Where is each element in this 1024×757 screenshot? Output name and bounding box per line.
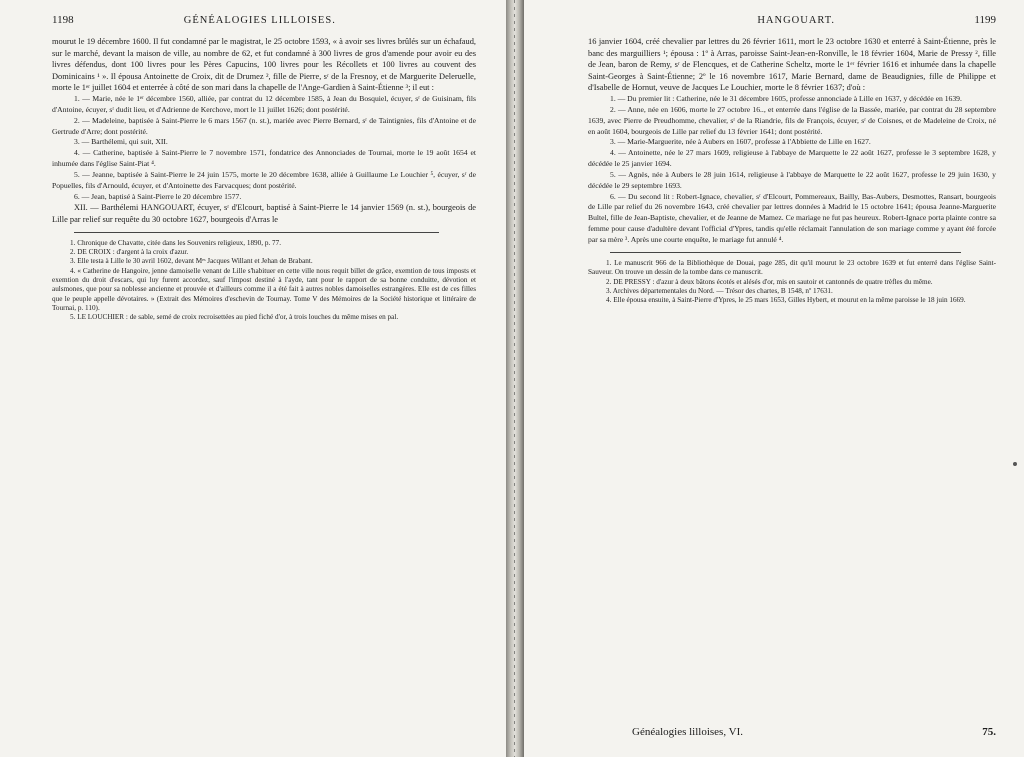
right-entry-4: 4. — Antoinette, née le 27 mars 1609, religieuse à l'abbaye de Marquette le 22 août 1627, professe le 3 septembre 1628, y décédée le 25 janvier 1694. [588, 148, 996, 169]
footer-signature: Généalogies lilloises, VI. [632, 726, 743, 738]
left-running-title: GÉNÉALOGIES LILLOISES. [183, 15, 336, 26]
right-body-text [588, 36, 996, 246]
left-footnote-1: 1. Chronique de Chavatte, citée dans les Souvenirs religieux, 1890, p. 77. [70, 238, 281, 247]
left-entry-5: 5. — Jeanne, baptisée à Saint-Pierre le 24 juin 1575, morte le 20 décembre 1638, alliée à Guillaume Le Louchier ⁵, écuyer, sʳ de Popuelles, fils d'Arnould, écuyer, et d'Antoinette des Farvacques; dont postérité. [52, 169, 476, 190]
right-footnote-2: 2. DE PRESSY : d'azur à deux bâtons écotés et alésés d'or, mis en sautoir et cantonnés de quatre trèfles du même. [606, 277, 933, 286]
right-footnote-3: 3. Archives départementales du Nord. — Trésor des chartes, B 1548, nº 17631. [606, 286, 833, 295]
book-gutter [506, 0, 524, 757]
left-entry-2: 2. — Madeleine, baptisée à Saint-Pierre le 6 mars 1567 (n. st.), mariée avec Pierre Bernard, sʳ de Taintignies, fils d'Antoine et de Gertrude d'Arre; dont postérité. [52, 115, 476, 136]
left-opening-paragraph: mourut le 19 décembre 1600. Il fut condamné par le magistrat, le 25 octobre 1593, « à avoir ses livres brûlés sur un échafaud, sur le marché, devant la maison de ville, au nombre de 62, et fut condamné à 300 livres de gros d'amende pour avoir eu des livres défendus, dont 100 livres pour les Pères Capucins, 100 livres pour les Récollets et 100 livres au couvent des Dominicains ¹ ». Il épousa Antoinette de Croix, dit de Drumez ², fille de Pierre, sʳ de la Fresnoy, et de Marguerite Deleruelle, morte le 1ᵉʳ juillet 1604 et enterrée à côté de son mari dans la chapelle de l'Ange-Gardien à Saint-Étienne ³; il eut : [52, 37, 476, 93]
right-entry-3: 3. — Marie-Marguerite, née à Aubers en 1607, professe à l'Abbiette de Lille en 1627. [610, 137, 871, 147]
right-footnotes [588, 259, 996, 306]
left-running-head [52, 14, 476, 28]
right-running-head [588, 14, 996, 28]
left-footnote-4: 4. « Catherine de Hangoire, jenne damoiselle venant de Lille s'habituer en cette ville nous requit billet de grâce, exemtion de tous imposts et exemtion du droit d'escars, qui luy furent accordez, sauf l'impost destiné à l'ayde, tant pour le rapport de sa bonne conduitte, dévotion et aulsmones, que pour sa noblesse ancienne et prouvée et d'ailleurs comme il a été fait à autres nobles damoiselles estrangères. Elle est de ces filles que le peuple appelle dévotaires. » (Extrait des Mémoires d'eschevin de Tournay. Tome V des Mémoires de la Société historique et littéraire de Tournai, p. 110). [52, 266, 476, 313]
right-footnote-1: 1. Le manuscrit 966 de la Bibliothèque de Douai, page 285, dit qu'il mourut le 23 octobre 1639 et fut enterré dans l'église Saint-Sauveur. On trouve un dessin de la tombe dans ce manuscrit. [588, 258, 996, 277]
left-entry-4: 4. — Catherine, baptisée à Saint-Pierre le 7 novembre 1571, fondatrice des Annonciades de Tournai, morte le 19 août 1654 et inhumée dans l'église Saint-Piat ⁴. [52, 148, 476, 169]
left-footnote-5: 5. LE LOUCHIER : de sable, semé de croix recroisettées au pied fiché d'or, à trois louches du même mises en pal. [70, 313, 399, 322]
left-entry-6: 6. — Jean, baptisé à Saint-Pierre le 20 décembre 1577. [74, 191, 242, 201]
right-page-number: 1199 [974, 14, 996, 26]
left-body-text [52, 36, 476, 226]
right-opening-paragraph: 16 janvier 1604, créé chevalier par lettres du 26 février 1611, mort le 23 octobre 1630 et enterré à Saint-Étienne, près le banc des marguilliers ¹; épousa : 1º à Arras, paroisse Saint-Jean-en-Ronville, le 18 février 1604, Marie de Pressy ², fille de Jean, baron de Remy, sʳ de Flencques, et de Catherine Scheltz, morte le 1ᵉʳ février 1616 et inhumée dans la chapelle Saint-Georges à Saint-Étienne; 2º le 16 novembre 1617, Marie Bernard, dame de Beaudignies, fille de Philippe et d'Isabelle de Hornut, veuve de Jacques Le Louchier, morte le 8 février 1637; d'où : [588, 37, 996, 93]
right-page [524, 0, 1024, 757]
right-footnote-4: 4. Elle épousa ensuite, à Saint-Pierre d'Ypres, le 25 mars 1653, Gilles Hybert, et mourut en la même paroisse le 18 juin 1669. [606, 296, 966, 305]
margin-mark [1013, 462, 1017, 466]
right-running-title: HANGOUART. [757, 15, 836, 26]
left-entry-3: 3. — Barthélemi, qui suit, XII. [74, 137, 168, 147]
left-footnote-2: 2. DE CROIX : d'argent à la croix d'azur. [70, 247, 189, 256]
right-entry-5: 5. — Agnès, née à Aubers le 28 juin 1614, religieuse à l'abbaye de Marquette le 22 août 1627, professe le 29 juin 1630, y décédée le 29 septembre 1693. [588, 169, 996, 190]
left-page [0, 0, 506, 757]
left-footnotes [52, 239, 476, 323]
left-footnote-3: 3. Elle testa à Lille le 30 avril 1602, devant Mᵉˢ Jacques Willant et Jehan de Brabant. [70, 257, 313, 266]
footer-sheet-number: 75. [982, 726, 996, 738]
left-page-number: 1198 [52, 14, 74, 26]
right-entry-2: 2. — Anne, née en 1606, morte le 27 octobre 16.., et enterrée dans l'église de la Bassée, mariée, par contrat du 28 septembre 1639, avec Pierre de Preudhomme, chevalier, sʳ de la Riandrie, fils de François, écuyer, sʳ de Coisnes, et de Madeleine de Croix, né en août 1604, bourgeois de Lille par relief du 13 février 1641; dont postérité. [588, 104, 996, 136]
right-page-footer [588, 726, 996, 738]
left-section-xii: XII. — Barthélemi HANGOUART, écuyer, sʳ d'Elcourt, baptisé à Saint-Pierre le 14 janvier 1569 (n. st.), bourgeois de Lille par relief sur requête du 30 octobre 1627, bourgeois d'Arras le [52, 203, 476, 224]
right-footnote-rule [610, 252, 961, 253]
right-entry-6: 6. — Du second lit : Robert-Ignace, chevalier, sʳ d'Elcourt, Pommereaux, Bailly, Bas-Aubers, Desmottes, Ransart, bourgeois de Lille par relief du 26 novembre 1643, créé chevalier par lettres données à Madrid le 15 octobre 1641; épousa Jeanne-Marguerite Bultel, fille de Jean-Baptiste, chevalier, et de Jeanne de Mamez. Ce mariage ne fut pas heureux. Robert-Ignace porta plainte contre sa femme pour cause d'adultère devant l'official d'Ypres, tandis qu'elle réclamait l'annulation de son mariage comme y ayant été forcée par sa mère ³. Après une courte enquête, le mariage fut annulé ⁴. [588, 191, 996, 244]
left-footnote-rule [74, 232, 439, 233]
left-entry-1: 1. — Marie, née le 1ᵉʳ décembre 1560, alliée, par contrat du 12 décembre 1585, à Jean du Bosquiel, écuyer, sʳ de Guisinam, fils d'Antoine, écuyer, sʳ dudit lieu, et d'Adrienne de Kerchove, mort le 11 juillet 1626; dont postérité. [52, 93, 476, 114]
right-entry-1: 1. — Du premier lit : Catherine, née le 31 décembre 1605, professe annonciade à Lille en 1637, y décédée en 1639. [610, 93, 962, 103]
